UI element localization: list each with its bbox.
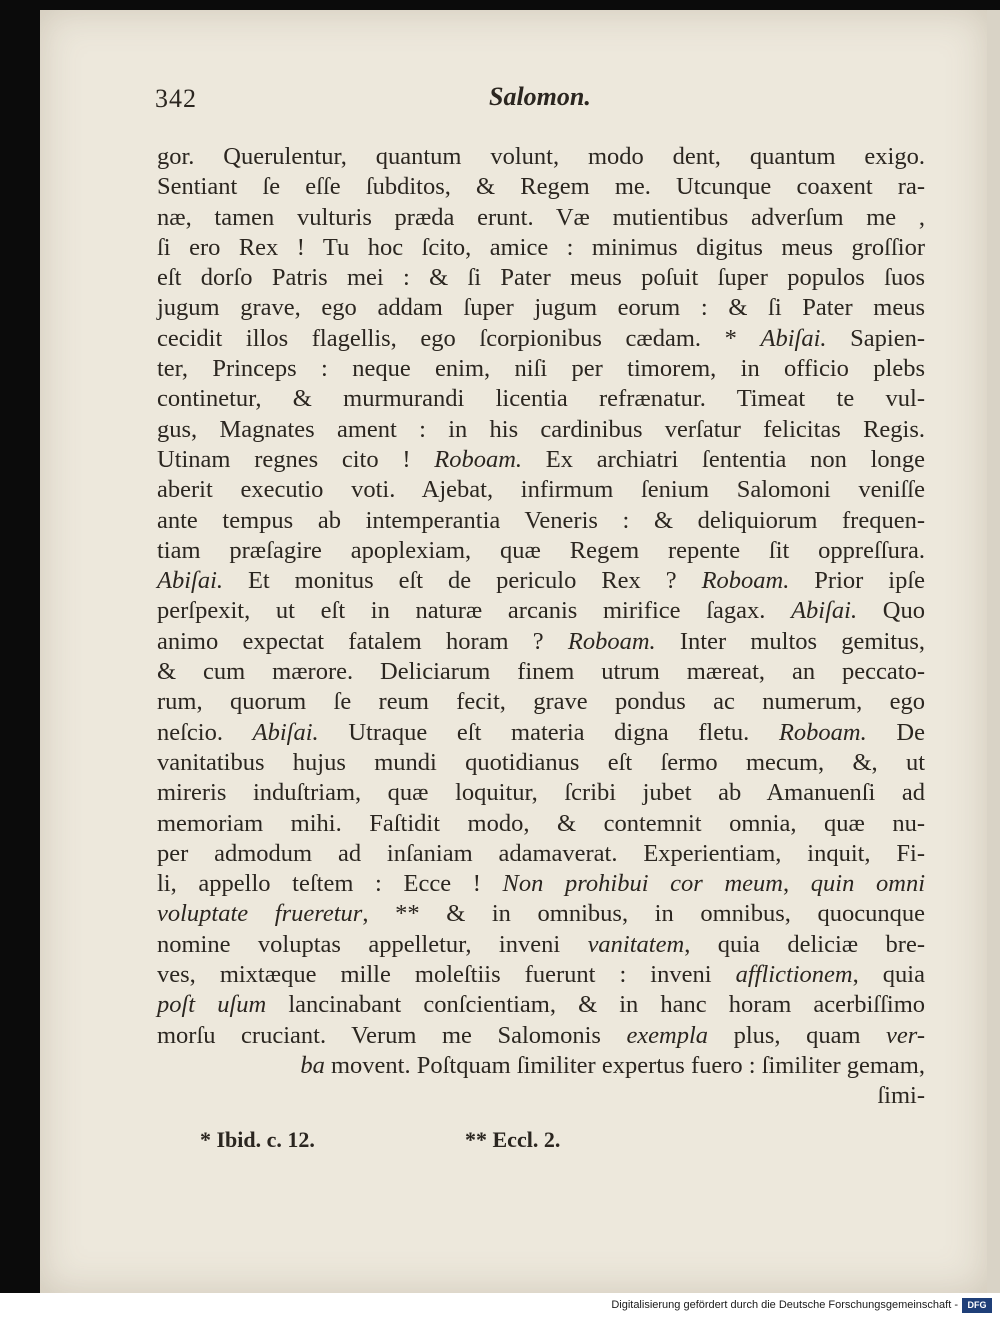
footnote-1: * Ibid. c. 12. [200,1127,315,1152]
text-segment: gor. Querulentur, quantum volunt, modo dent, quantum exigo. [157,143,925,170]
text-line [157,596,925,626]
text-segment: Roboam. [778,718,867,746]
text-line [157,899,925,929]
text-segment: voluptate frueretur [157,900,363,928]
text-segment: afflictionem [735,961,853,989]
text-segment: morſu cruciant. Verum me Salomonis [157,1021,627,1049]
text-segment: , quia [852,961,925,989]
text-segment: ba [300,1051,325,1079]
text-line [157,748,925,778]
text-segment: quin omni [810,870,926,898]
text-segment: ves, mixtæque mille moleſtiis fuerunt : inveni [157,961,736,989]
text-segment: Ex archiatri ſententia non longe [522,445,926,473]
text-segment: eſt dorſo Patris mei : & ſi Pater meus poſuit ſuper populos ſuos [157,264,925,292]
text-segment: memoriam mihi. Faſtidit modo, & contemnit omnia, quæ nu- [157,809,925,837]
text-line [157,778,925,808]
text-segment: Abiſai. [252,718,319,746]
text-segment: ter, Princeps : neque enim, niſi per timorem, in officio plebs [157,355,925,383]
text-line [157,142,925,172]
text-segment: continetur, & murmurandi licentia refrænatur. Timeat te vul- [157,385,925,413]
text-segment: Abiſai. [760,324,827,352]
text-segment: ver- [886,1021,925,1049]
text-segment: neſcio. [157,718,253,746]
dfg-logo: DFG [962,1298,992,1313]
text-segment: gus, Magnates ament : in his cardinibus verſatur felicitas Regis. [157,415,925,443]
text-line [157,627,925,657]
page-number: 342 [155,84,197,113]
text-line [157,990,925,1020]
text-segment: jugum grave, ego addam ſuper jugum eorum : & ſi Pater meus [157,294,925,322]
text-line [157,475,925,505]
text-segment: animo expectat fatalem horam ? [157,627,568,655]
text-segment: Roboam. [434,445,523,473]
text-segment: lancinabant conſcientiam, & in hanc horam acerbiſſimo [266,991,925,1019]
text-segment: Sentiant ſe eſſe ſubditos, & Regem me. Utcunque coaxent ra- [157,173,925,201]
text-line [157,384,925,414]
text-segment: cecidit illos flagellis, ego ſcorpionibus cædam. * [157,324,761,352]
footnote-2: ** Eccl. 2. [465,1127,561,1152]
text-segment: Non prohibui cor meum [502,870,784,898]
text-segment: rum, quorum ſe reum fecit, grave pondus ac numerum, ego [157,688,925,716]
footer-credit: Digitalisierung gefördert durch die Deutsche Forschungsgemeinschaft - [611,1299,958,1311]
running-title: Salomon. [489,82,591,111]
text-segment: li, appello teſtem : Ecce ! [157,870,503,898]
text-segment: Abiſai. [157,567,224,595]
text-segment: poſt uſum [157,991,267,1019]
text-segment: exempla [626,1021,709,1049]
text-segment: & cum mærore. Deliciarum finem utrum mæreat, an peccato- [157,658,925,686]
book-page [40,10,987,1293]
text-segment: , quia deliciæ bre- [684,930,925,958]
text-segment: Roboam. [701,567,790,595]
text-segment: Roboam. [567,627,656,655]
text-line [157,203,925,233]
text-segment: ſi ero Rex ! Tu hoc ſcito, amice : minimus digitus meus groſſior [157,233,925,261]
text-line [157,566,925,596]
text-segment: , ** & in omnibus, in omnibus, quocunque [362,900,925,928]
text-line [157,809,925,839]
text-segment: , [783,870,811,898]
text-segment: Quo [857,597,925,625]
text-segment: per admodum ad inſaniam adamaverat. Experientiam, inquit, Fi- [157,839,925,867]
text-segment: Abiſai. [791,597,858,625]
text-line [157,930,925,960]
text-line [157,839,925,869]
text-segment: mireris induſtriam, quæ loquitur, ſcribi jubet ab Amanuenſi ad [157,779,925,807]
text-segment: Prior ipſe [789,567,925,595]
text-segment: Utraque eſt materia digna fletu. [318,718,779,746]
text-segment: De [866,718,925,746]
text-segment: Inter multos gemitus, [655,627,925,655]
catchword: ſimi- [877,1082,925,1110]
text-segment: nomine voluptas appelletur, inveni [157,930,588,958]
text-line [157,415,925,445]
page-header [40,80,987,120]
text-line [157,960,925,990]
text-line [157,324,925,354]
text-segment: perſpexit, ut eſt in naturæ arcanis mirifice ſagax. [157,597,792,625]
text-line [157,354,925,384]
footnotes [200,1127,700,1161]
text-segment: aberit executio voti. Ajebat, infirmum ſenium Salomoni veniſſe [157,476,925,504]
text-segment: Et monitus eſt de periculo Rex ? [223,567,702,595]
text-segment: ante tempus ab intemperantia Veneris : & deliquiorum frequen- [157,506,925,534]
text-line [157,172,925,202]
text-line [157,657,925,687]
text-line [157,1051,925,1081]
text-line [157,233,925,263]
text-segment: movent. Poſtquam ſimiliter expertus fuero : ſimiliter gemam, [324,1051,925,1079]
text-line [157,506,925,536]
text-line [157,293,925,323]
text-segment: næ, tamen vulturis præda erunt. Væ mutientibus adverſum me , [157,203,925,231]
footer-bar [0,1293,1000,1319]
text-segment: vanitatem [587,930,685,958]
text-line [157,1021,925,1051]
text-line [157,718,925,748]
text-line [157,536,925,566]
text-line [157,263,925,293]
text-segment: plus, quam [708,1021,887,1049]
text-segment: Sapien- [826,324,925,352]
body-text [157,142,925,1112]
text-line [157,687,925,717]
text-line [157,445,925,475]
text-segment: vanitatibus hujus mundi quotidianus eſt ſermo mecum, &, ut [157,748,925,776]
page-edge [987,10,1000,1293]
text-line [157,869,925,899]
text-segment: tiam præſagire apoplexiam, quæ Regem repente ſit oppreſſura. [157,536,925,564]
text-segment: Utinam regnes cito ! [157,445,435,473]
